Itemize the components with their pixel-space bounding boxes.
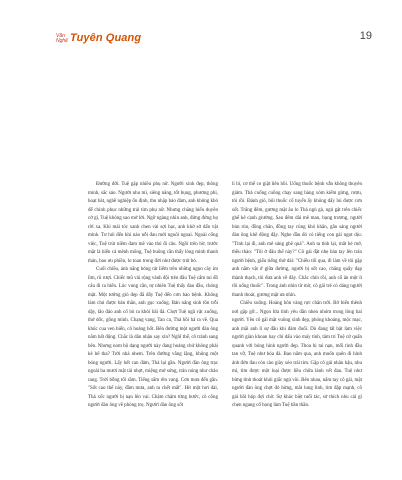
left-paragraph-2: Cuối chiều, ánh nắng bỏng rát liếm trên những ngọn cây im lìm, rũ rượi. Chiếc mũ vải rộng vành đội trên đầu Tuệ cẩm tui đồ câu đi ra biển. Lúc vung cần, tự nhiên Tuệ thấy đau đầu, chóng mặt. Một tưởng gió đẹp đã đẩy Tuệ đến cơn bao bệnh. Không làm chủ được bản thân, anh gục xuống. Bản nắng sinh tồn trỗi dậy, lão đảo anh cố bò ra khỏi bãi đá. Chợt Tuệ ngã vật xuống, thở dốc, gồng mình. Chạng vạng, Tan ca, Thả hồi hả ra về. Qua khúc cua ven biển, cô hoảng hốt. Bên đường một người đàn ông nằm bất động. Chắc là dân nhậu say xỉn? Nghĩ thế, cô tránh sang bên. Nhưng nom bộ dạng người này đang hoảng chứ không phải kẻ bê tha? Trời nhá nhem. Trên đường vắng lặng, không một bóng người. Lấy hết can đảm, Thả lại gần. Người đàn ông trạc ngoài ba mươi mặt tái nhợt, miệng mở sứng, trán nóng như chảo rang. Trời bỗng tối sầm. Tiếng sấm rền vang. Cơn mưa đến gần. "Sốt cao thế này, đầm mưa, anh ta chết mất". Hít một hơi dài, Thả xốc người bị nạn lên vai. Chậm chậm từng bước, cô cõng người đàn ông về phòng trọ. Người đàn ông sốt (88, 267, 218, 408)
right-paragraph-1: li bì, cơ thể co giật liên hồi. Uống thuốc bệnh vẫn không thuyên giảm. Thả cuống cuồng chạy sang hàng xóm kiếm gừng, rượu, tỏi rồi. Đánh gió, bôi thuốc cố tuyển ấy không dấy lui được cơn sốt. Trắng đêm, gương mặt âu lo Thả ngủ gà, ngủ gật trên chiếc ghế kê cạnh giường. Sau đêm dài mê man, bụng trương, người bủn rủn, đồng chân, đồng tay cùng khó khăn, gắn sáng người đàn ông khẽ động đậy. Nghe đầu đó có tiếng con gái ngọt dịu: "Tỉnh lại đi, anh mê sảng ghê quá". Anh ta tỉnh lại, mắt hé mở, thều thào: "Tôi ở đâu thế này?" Cô gái đặt nhẹ bàn tay lên trán người bệnh, giấu tiếng thở dài: "Chiều tối qua, đi làm về tôi gặp anh nằm vật ở giữa đường, người bị sốt cao, chẳng quẩy đạp thành thạch, tôi đưa anh về đây. Chắc chín rồi, anh cố ăn một ít rồi uống thuốc". Trong ánh nhìn từ mờ, cô gái trẻ có dáng người thanh thoát, gương mặt ưa nhìn. (232, 182, 362, 298)
logo-small-text (56, 34, 68, 44)
logo-line1: Văn (56, 33, 65, 39)
logo-title: Tuyên Quang (69, 32, 142, 44)
right-column (232, 181, 362, 411)
left-column (88, 181, 218, 411)
page-number: 19 (359, 30, 372, 42)
magazine-logo (56, 32, 141, 44)
logo-line2: Nghệ (56, 38, 68, 44)
left-paragraph-1: Đường đời. Tuệ gặp nhiều phụ nữ. Người xinh đẹp, thông minh, sắc sảo. Người nhu mì, siêng năng, tốt bụng, phương phi, hoạt bát, nghề nghiệp ổn định, thu nhập bảo đảm, anh không khó để chinh phục những trái tim phụ nữ. Nhưng chẳng hiểu duyên cớ gì, Tuệ không sao mở lời. Ngỡ ngàng nhìn anh, đứng đứng họ rời xa. Khi mái tóc xanh chen vài sợi bạc, anh khờ sở dấn vật mình. Tư hỏi đến khi nào nỗi đau mới nguôi ngoai. Ngoài cổng việc, Tuệ trút niềm đam mê vào thú đi câu. Ngồi trên bờ, trước mặt là biển cả mênh mông, Tuệ buông cần thấy lòng mình thanh thản, bao ưu phiền, lo toan trong đời như được trút bỏ. (88, 182, 218, 264)
page-header (56, 32, 372, 54)
right-paragraph-2: Chiều xuống. Hoàng hôn vàng rực chân trời. Bờ biển thênh nơi gặp gỡ... Ngọn lửa tình yêu dần nhen nhóm trong lòng hai người. Yêu cô gái mặt vuông xinh đẹp, phóng khoáng, mộc mạc, anh mãi anh lí sự đầu khi đám đuối. Dù đang tất bật làm việc người giàn khoan hay chỉ dấu vào máy tính, tâm trí Tuệ cứ quẩn quanh với bóng hình người đẹp. Thoa bị tai nạn, mổi tình đầu tan vỡ, Tuệ như hóa đá. Bao năm qua, anh muốn quên đi hình ảnh đớn đau còn cào giày xéo trái tim. Gặp cô gái nhân hậu, nhu mì, tìm được một loại được liều chữa lành vết đau. Tuệ như bừng tỉnh thoát khỏi giấc ngủ vùi. Bên nhau, nắm tay cô gái, mặt người đàn ông chợt đỏ bừng, mắt lung linh, tim đập mạnh, cõ gái hồi hộp đợi chờ. Sự khác biệt tuổi tác, sở thích nhu cái gì chẹn ngang cổ họng làm Tuệ bần thần. (232, 301, 362, 408)
